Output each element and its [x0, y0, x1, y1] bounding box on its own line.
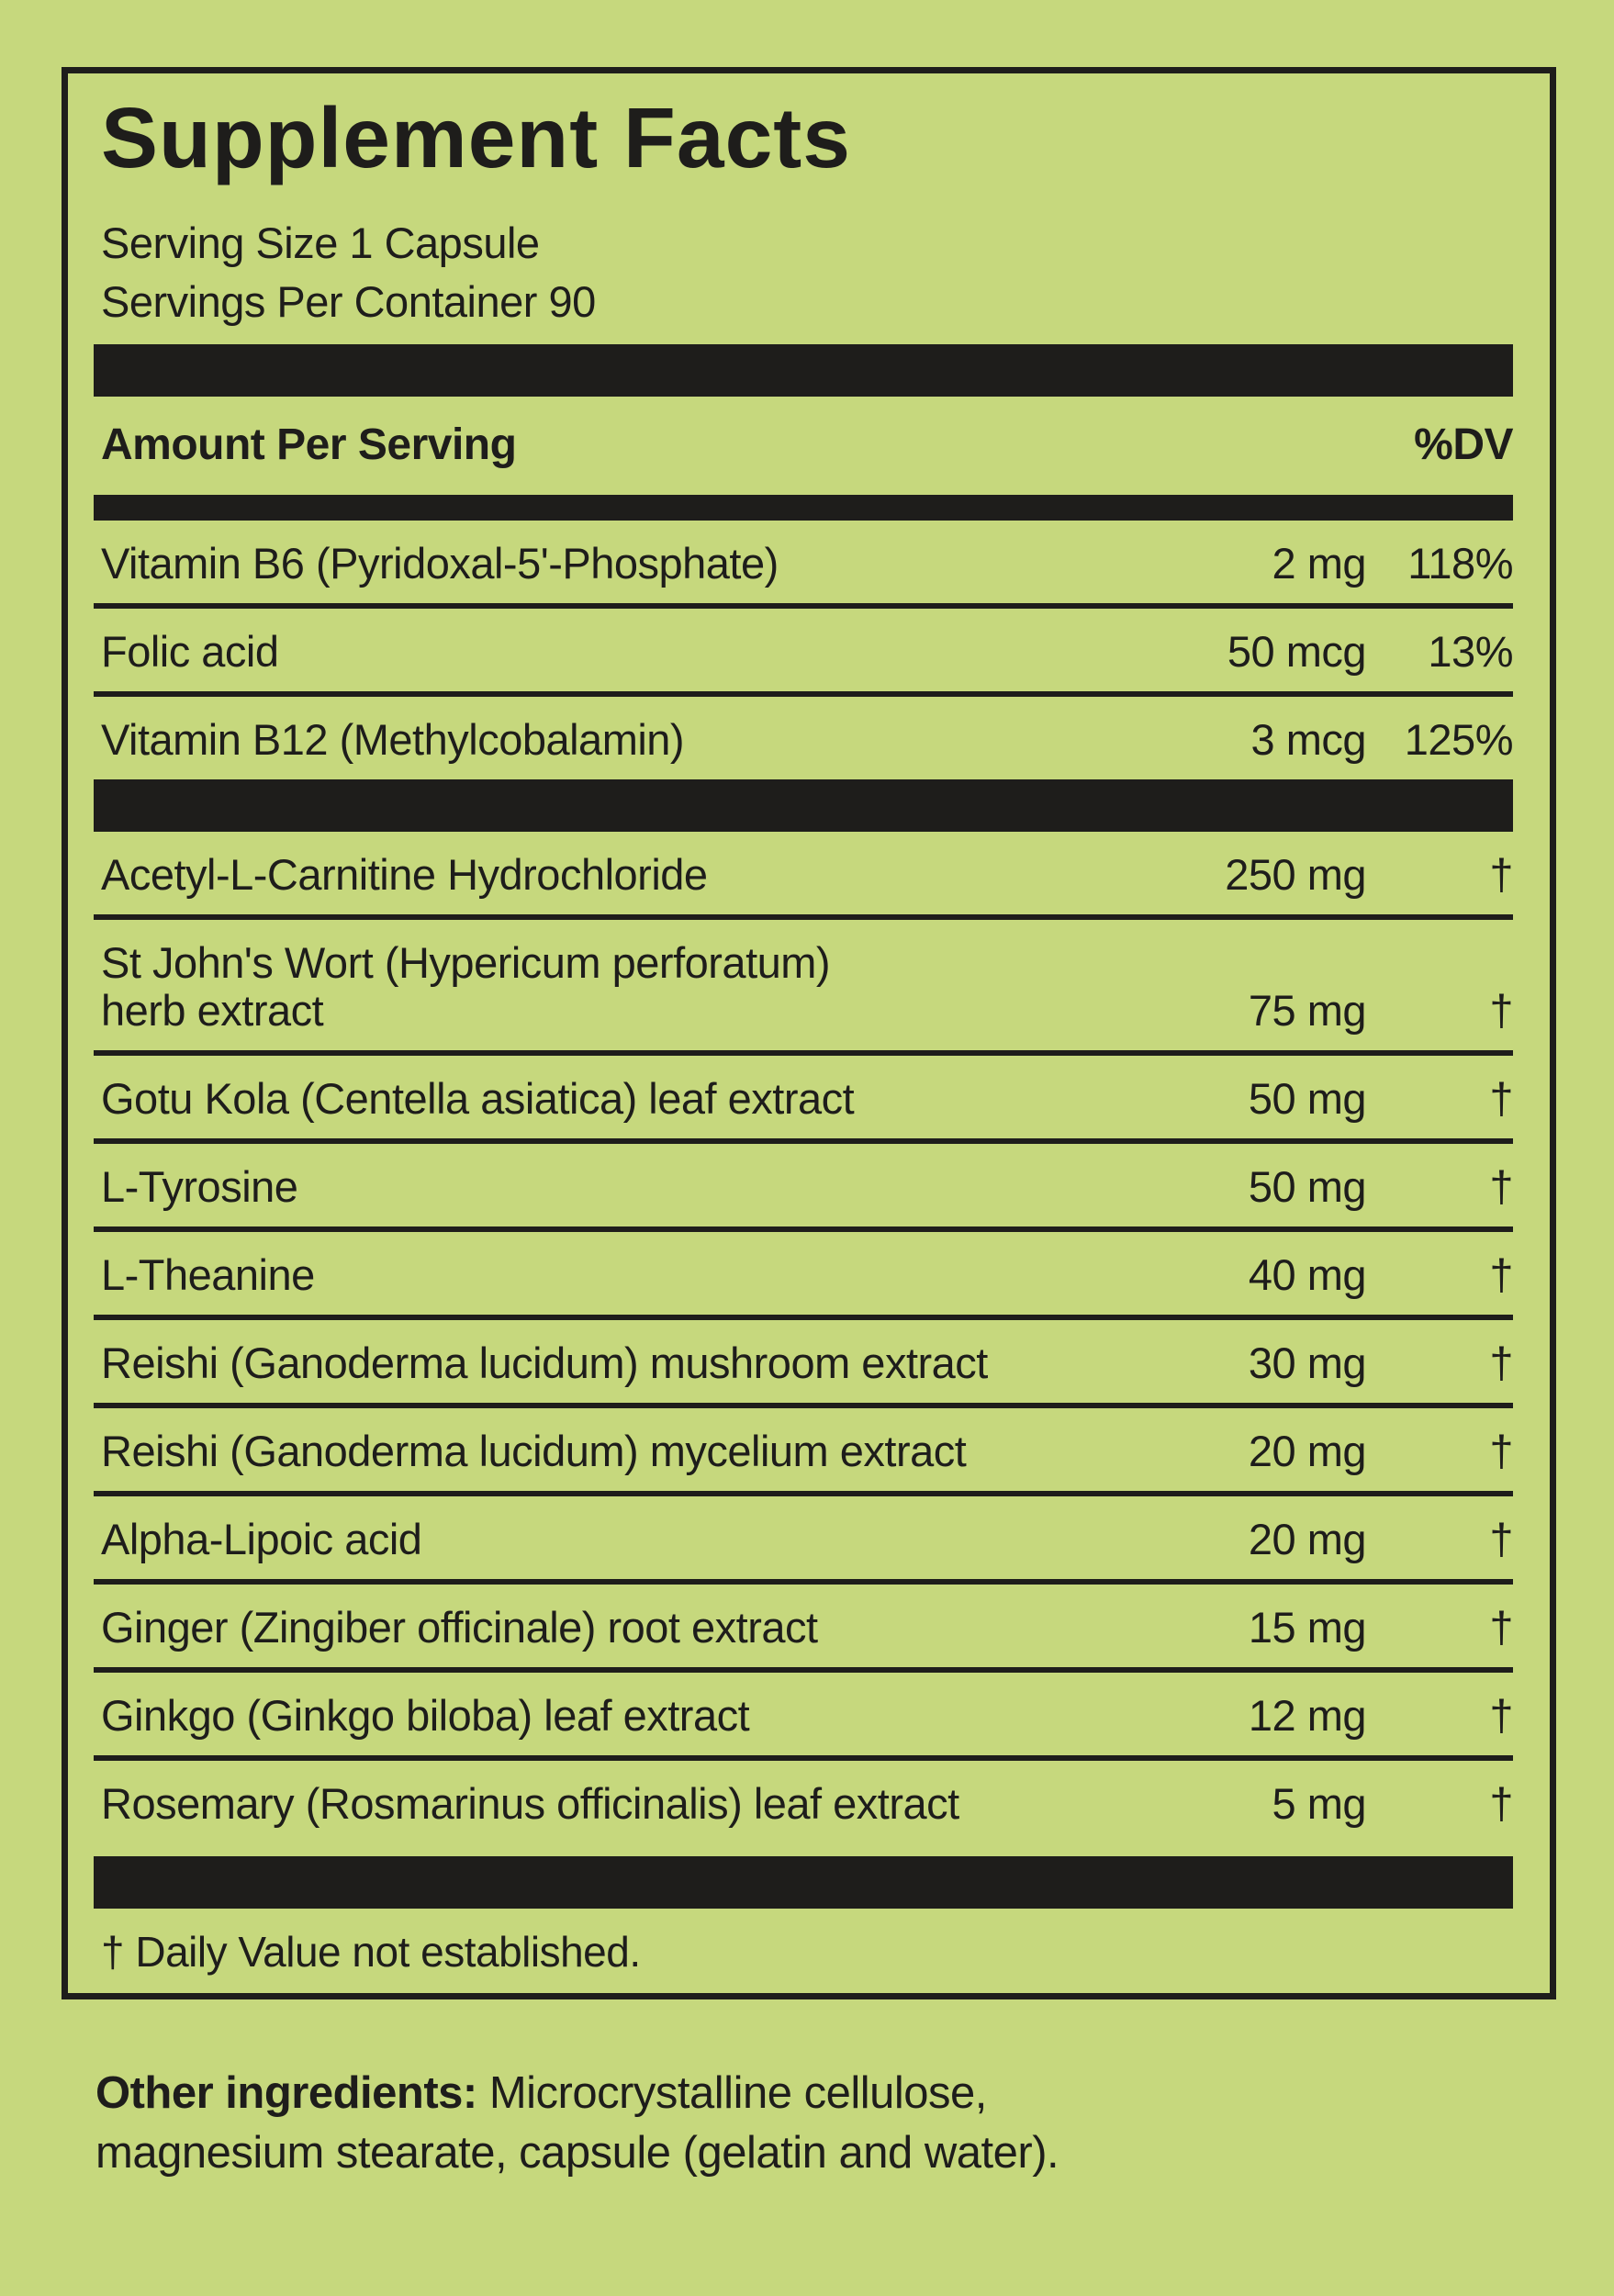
ingredient-dv: †: [1489, 850, 1513, 899]
ingredient-amount: 20 mg: [1248, 1515, 1366, 1563]
separator-bar-top: [94, 344, 1513, 397]
ingredient-amount: 20 mg: [1248, 1427, 1366, 1475]
ingredient-name: [94, 1251, 1137, 1299]
table-header-row: [94, 397, 1513, 495]
table-row: [94, 914, 1513, 1050]
ingredient-amount: 50 mg: [1248, 1162, 1366, 1211]
ingredient-name: [94, 1516, 1137, 1563]
serving-info: [101, 214, 1513, 331]
ingredient-name-line: Vitamin B6 (Pyridoxal-5'-Phosphate): [101, 539, 779, 588]
ingredient-dv: †: [1489, 1427, 1513, 1475]
ingredient-name-line: Vitamin B12 (Methylcobalamin): [101, 715, 685, 764]
ingredient-name: [94, 716, 1137, 764]
ingredient-name: [94, 1339, 1137, 1387]
table-row: [94, 691, 1513, 779]
ingredient-amount: 40 mg: [1248, 1250, 1366, 1299]
ingredient-amount: 30 mg: [1248, 1338, 1366, 1387]
page-title: Supplement Facts: [101, 90, 851, 185]
percent-dv-header: %DV: [1414, 420, 1513, 469]
ingredient-dv: †: [1489, 1250, 1513, 1299]
table-row: [94, 832, 1513, 914]
ingredient-dv: †: [1489, 1338, 1513, 1387]
table-row: [94, 603, 1513, 691]
servings-per-container: Servings Per Container 90: [101, 277, 596, 326]
separator-bar-bottom: [94, 1856, 1513, 1909]
ingredient-amount: 3 mcg: [1250, 715, 1366, 764]
ingredient-dv: 13%: [1428, 627, 1513, 676]
ingredient-name-line: Reishi (Ganoderma lucidum) mycelium extract: [101, 1427, 967, 1475]
ingredient-name-line: Alpha-Lipoic acid: [101, 1515, 422, 1563]
ingredient-name-line: herb extract: [101, 986, 324, 1035]
amount-per-serving-header: Amount Per Serving: [101, 420, 517, 469]
ingredient-name: [94, 939, 1137, 1035]
other-ingredients-text: Microcrystalline cellulose, magnesium stearate, capsule (gelatin and water).: [95, 2068, 1059, 2178]
ingredient-name: [94, 1163, 1137, 1211]
separator-bar-middle: [94, 779, 1513, 832]
table-row: [94, 521, 1513, 603]
table-row: [94, 1050, 1513, 1138]
separator-bar-header: [94, 495, 1513, 521]
ingredient-dv: 125%: [1404, 715, 1513, 764]
ingredient-name: [94, 1428, 1137, 1475]
ingredient-amount: 5 mg: [1272, 1779, 1366, 1828]
ingredient-name-line: Reishi (Ganoderma lucidum) mushroom extract: [101, 1338, 988, 1387]
vitamin-rows: [94, 521, 1513, 779]
ingredient-name-line: Gotu Kola (Centella asiatica) leaf extract: [101, 1074, 855, 1123]
other-ingredients-label: Other ingredients:: [95, 2068, 477, 2118]
daily-value-footnote: † Daily Value not established.: [101, 1928, 641, 1976]
ingredient-dv: †: [1489, 1691, 1513, 1740]
ingredient-amount: 50 mcg: [1227, 627, 1366, 676]
ingredient-name: [94, 851, 1137, 899]
other-ingredients: [95, 2064, 1096, 2183]
ingredient-name: [94, 1604, 1137, 1652]
ingredient-amount: 50 mg: [1248, 1074, 1366, 1123]
ingredient-dv: 118%: [1407, 539, 1513, 588]
table-row: [94, 1579, 1513, 1667]
table-row: [94, 1755, 1513, 1843]
ingredient-name: [94, 1075, 1137, 1123]
ingredient-dv: †: [1489, 986, 1513, 1035]
ingredient-dv: †: [1489, 1515, 1513, 1563]
ingredient-name-line: Rosemary (Rosmarinus officinalis) leaf extract: [101, 1779, 959, 1828]
supplement-facts-panel: [62, 67, 1556, 1999]
table-row: [94, 1138, 1513, 1226]
ingredient-amount: 250 mg: [1225, 850, 1366, 899]
ingredient-amount: 75 mg: [1248, 986, 1366, 1035]
serving-size: Serving Size 1 Capsule: [101, 218, 540, 267]
ingredient-name-line: Acetyl-L-Carnitine Hydrochloride: [101, 850, 708, 899]
ingredient-dv: †: [1489, 1603, 1513, 1652]
ingredient-name-line: Ginger (Zingiber officinale) root extract: [101, 1603, 818, 1652]
ingredient-amount: 15 mg: [1248, 1603, 1366, 1652]
ingredient-amount: 12 mg: [1248, 1691, 1366, 1740]
ingredient-rows: [94, 832, 1513, 1843]
table-row: [94, 1226, 1513, 1315]
ingredient-dv: †: [1489, 1162, 1513, 1211]
ingredient-name: [94, 1692, 1137, 1740]
ingredient-amount: 2 mg: [1272, 539, 1366, 588]
ingredient-dv: †: [1489, 1779, 1513, 1828]
ingredient-dv: †: [1489, 1074, 1513, 1123]
table-row: [94, 1315, 1513, 1403]
ingredient-name: [94, 540, 1137, 588]
ingredient-name-line: Folic acid: [101, 627, 279, 676]
ingredient-name-line: St John's Wort (Hypericum perforatum): [101, 938, 831, 987]
ingredient-name: [94, 1780, 1137, 1828]
table-row: [94, 1667, 1513, 1755]
ingredient-name-line: L-Theanine: [101, 1250, 315, 1299]
ingredient-name-line: Ginkgo (Ginkgo biloba) leaf extract: [101, 1691, 750, 1740]
table-row: [94, 1491, 1513, 1579]
table-row: [94, 1403, 1513, 1491]
ingredient-name-line: L-Tyrosine: [101, 1162, 298, 1211]
ingredient-name: [94, 628, 1137, 676]
